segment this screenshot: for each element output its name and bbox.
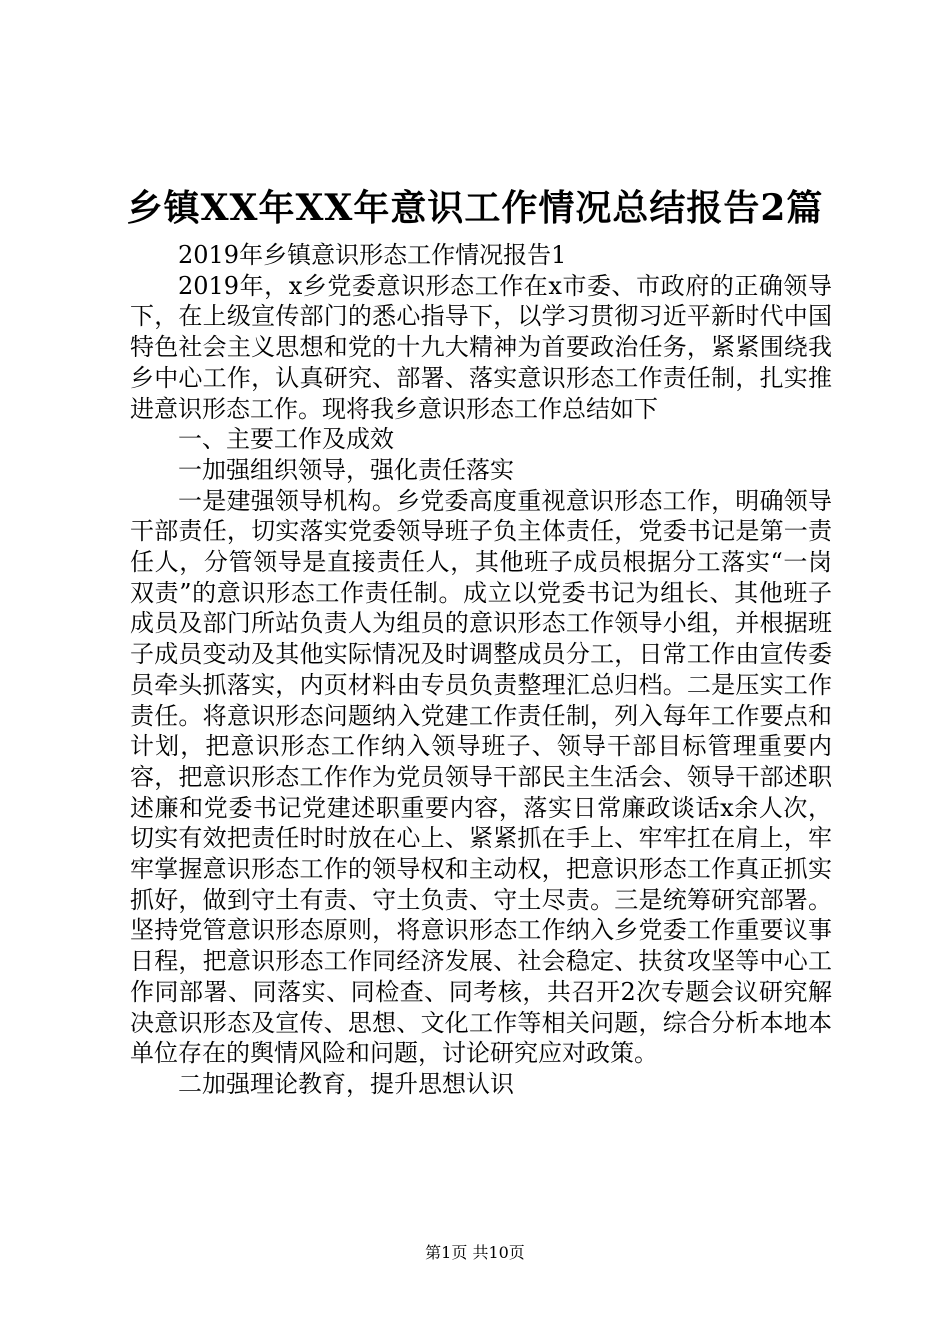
intro-paragraph: 2019年，x乡党委意识形态工作在x市委、市政府的正确领导下，在上级宣传部门的悉心指导下，以学习贯彻习近平新时代中国特色社会主义思想和党的十九大精神为首要政治任务，紧紧围绕我乡中心工作，认真研究、部署、落实意识形态工作责任制，扎实推进意识形态工作。现将我乡意识形态工作总结如下 bbox=[130, 271, 832, 423]
page-footer: 第1页 共10页 bbox=[425, 1243, 525, 1262]
subsection-heading-organization: 一加强组织领导，强化责任落实 bbox=[178, 455, 514, 484]
document-title: 乡镇XX年XX年意识工作情况总结报告2篇 bbox=[126, 187, 824, 229]
body-paragraph-organization: 一是建强领导机构。乡党委高度重视意识形态工作，明确领导干部责任，切实落实党委领导班子负主体责任，党委书记是第一责任人，分管领导是直接责任人，其他班子成员根据分工落实“一岗双责”的意识形态工作责任制。成立以党委书记为组长、其他班子成员及部门所站负责人为组员的意识形态工作领导小组，并根据班子成员变动及其他实际情况及时调整成员分工，日常工作由宣传委员牵头抓落实，内页材料由专员负责整理汇总归档。二是压实工作责任。将意识形态问题纳入党建工作责任制，列入每年工作要点和计划，把意识形态工作纳入领导班子、领导干部目标管理重要内容，把意识形态工作作为党员领导干部民主生活会、领导干部述职述廉和党委书记党建述职重要内容，落实日常廉政谈话x余人次，切实有效把责任时时放在心上、紧紧抓在手上、牢牢扛在肩上，牢牢掌握意识形态工作的领导权和主动权，把意识形态工作真正抓实抓好，做到守土有责、守土负责、守土尽责。三是统筹研究部署。坚持党管意识形态原则，将意识形态工作纳入乡党委工作重要议事日程，把意识形态工作同经济发展、社会稳定、扶贫攻坚等中心工作同部署、同落实、同检查、同考核，共召开2次专题会议研究解决意识形态及宣传、思想、文化工作等相关问题，综合分析本地本单位存在的舆情风险和问题，讨论研究应对政策。 bbox=[130, 486, 832, 1068]
subsection-heading-theory: 二加强理论教育，提升思想认识 bbox=[178, 1069, 514, 1098]
report-subtitle: 2019年乡镇意识形态工作情况报告1 bbox=[178, 241, 567, 269]
section-heading-main-work: 一、主要工作及成效 bbox=[178, 425, 394, 454]
document-body bbox=[130, 240, 832, 1100]
